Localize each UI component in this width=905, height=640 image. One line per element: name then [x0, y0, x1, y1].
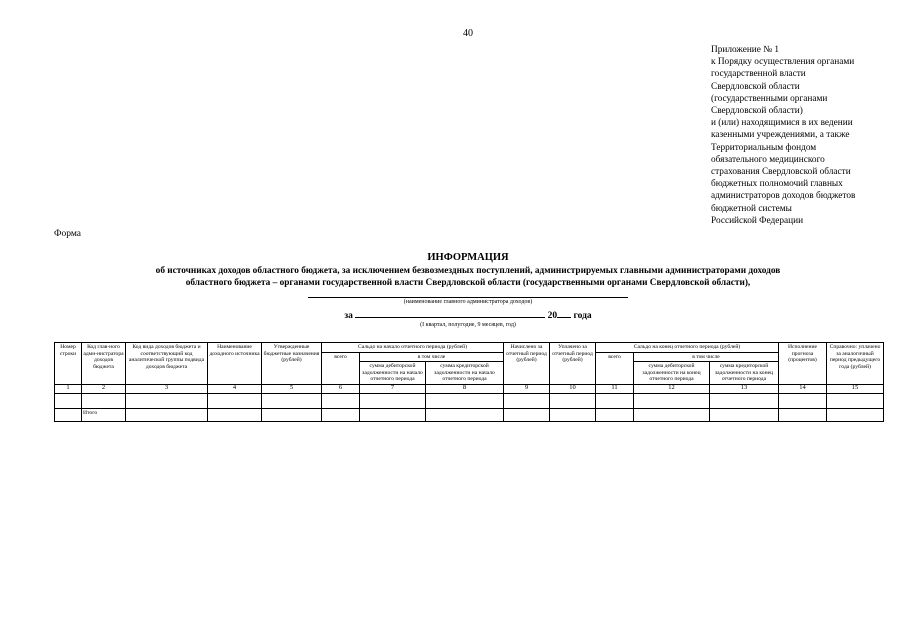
subtitle-line-1: об источниках доходов областного бюджета, за исключением безвозмездных поступлений, администрируемых главными администраторами доходов [155, 266, 781, 276]
column-number: 15 [827, 384, 884, 393]
admin-name-line [308, 297, 628, 298]
subtitle-line-2: областного бюджета – органами государственной власти Свердловской области (государственными органами Свердловской области), [185, 278, 751, 288]
total-row [55, 408, 884, 421]
page-number: 40 [463, 28, 473, 39]
appendix-block [711, 44, 901, 227]
column-number: 8 [426, 384, 504, 393]
header-approved: Утвержденные бюджетные назначения (рублей) [262, 343, 322, 385]
column-number: 4 [208, 384, 262, 393]
table-cell [827, 393, 884, 408]
table-cell [504, 408, 550, 421]
table-cell [55, 408, 82, 421]
header-row-number: Номер строки [55, 343, 82, 385]
table-cell [126, 408, 208, 421]
header-start-credit: сумма кредиторской задолженности на начало отчетного периода [426, 362, 504, 385]
table-cell [360, 393, 426, 408]
total-label: Итого [82, 408, 126, 421]
header-start-debit: сумма дебиторской задолженности на начало отчетного периода [360, 362, 426, 385]
column-number: 11 [596, 384, 634, 393]
period-year-prefix: 20 [547, 311, 558, 321]
period-prefix: за [344, 311, 353, 321]
document-subtitle [60, 265, 876, 289]
period-blank [355, 309, 545, 318]
column-number: 7 [360, 384, 426, 393]
table-cell [596, 408, 634, 421]
appendix-line: (государственными органами [711, 93, 828, 104]
table-cell [710, 393, 779, 408]
table-cell [208, 408, 262, 421]
period-caption: (I квартал, полугодие, 9 месяцев, год) [420, 322, 516, 328]
document-title: ИНФОРМАЦИЯ [427, 252, 509, 263]
header-income-code: Код вида доходов бюджета и соответствующий код аналитической группы подвида доходов бюджета [126, 343, 208, 385]
header-paid: Уплачено за отчетный период (рублей) [550, 343, 596, 385]
table-cell [504, 393, 550, 408]
appendix-line: и (или) находящимися в их ведении [711, 118, 853, 129]
table-cell [550, 393, 596, 408]
column-number: 2 [82, 384, 126, 393]
appendix-line: страхования Свердловской области [711, 167, 851, 178]
header-end-total: всего [596, 352, 634, 384]
column-number: 14 [779, 384, 827, 393]
year-blank [557, 309, 571, 318]
appendix-line: Приложение № 1 [711, 45, 780, 55]
header-accrued: Начислено за отчетный период (рублей) [504, 343, 550, 385]
header-admin-code: Код глав-ного адми-нистратора доходов бюджета [82, 343, 126, 385]
table-cell [360, 408, 426, 421]
column-number: 3 [126, 384, 208, 393]
header-saldo-start: Сальдо на начало отчетного периода (рублей) [322, 343, 504, 353]
header-row-1 [55, 343, 884, 353]
header-end-including: в том числе [634, 352, 779, 362]
table-cell [322, 408, 360, 421]
table-cell [426, 408, 504, 421]
appendix-line: государственной власти [711, 69, 806, 80]
table-row [55, 393, 884, 408]
table-cell [779, 408, 827, 421]
table-cell [126, 393, 208, 408]
table-cell [426, 393, 504, 408]
header-end-credit: сумма кредиторской задолженности на конец отчетного периода [710, 362, 779, 385]
table-cell [82, 393, 126, 408]
report-table [54, 342, 884, 422]
admin-name-caption: (наименование главного администратора доходов) [403, 299, 533, 305]
table-cell [634, 393, 710, 408]
table-cell [262, 393, 322, 408]
column-number: 9 [504, 384, 550, 393]
header-prev-year: Справочно: уплачено за аналогичный период предыдущего года (рублей) [827, 343, 884, 385]
appendix-line: к Порядку осуществления органами [711, 57, 855, 68]
column-number: 10 [550, 384, 596, 393]
table-cell [779, 393, 827, 408]
appendix-line: Территориальным фондом [711, 142, 817, 153]
appendix-line: казенными учреждениями, а также [711, 130, 850, 141]
table-cell [550, 408, 596, 421]
table-cell [322, 393, 360, 408]
appendix-line: бюджетных полномочий главных [711, 179, 843, 190]
table-cell [710, 408, 779, 421]
column-number: 13 [710, 384, 779, 393]
column-number: 6 [322, 384, 360, 393]
column-number: 5 [262, 384, 322, 393]
column-number: 12 [634, 384, 710, 393]
header-start-total: всего [322, 352, 360, 384]
appendix-line: обязательного медицинского [711, 154, 825, 165]
header-source-name: Наименование доходного источника [208, 343, 262, 385]
table-cell [827, 408, 884, 421]
appendix-line: Российской Федерации [711, 215, 804, 226]
period-line [0, 309, 905, 321]
table-cell [596, 393, 634, 408]
column-number: 1 [55, 384, 82, 393]
appendix-line: администраторов доходов бюджетов [711, 191, 856, 202]
header-start-including: в том числе [360, 352, 504, 362]
table-cell [55, 393, 82, 408]
appendix-line: Свердловской области) [711, 106, 803, 117]
table-cell [262, 408, 322, 421]
header-end-debit: сумма дебиторской задолженности на конец отчетного периода [634, 362, 710, 385]
appendix-line: Свердловской области [711, 81, 800, 92]
table-cell [208, 393, 262, 408]
form-label: Форма [54, 229, 82, 239]
header-forecast: Исполнение прогноза (процентов) [779, 343, 827, 385]
period-suffix: года [573, 311, 592, 321]
appendix-line: бюджетной системы [711, 203, 792, 214]
header-saldo-end: Сальдо на конец отчетного периода (рублей) [596, 343, 779, 353]
table-cell [634, 408, 710, 421]
column-number-row [55, 384, 884, 393]
